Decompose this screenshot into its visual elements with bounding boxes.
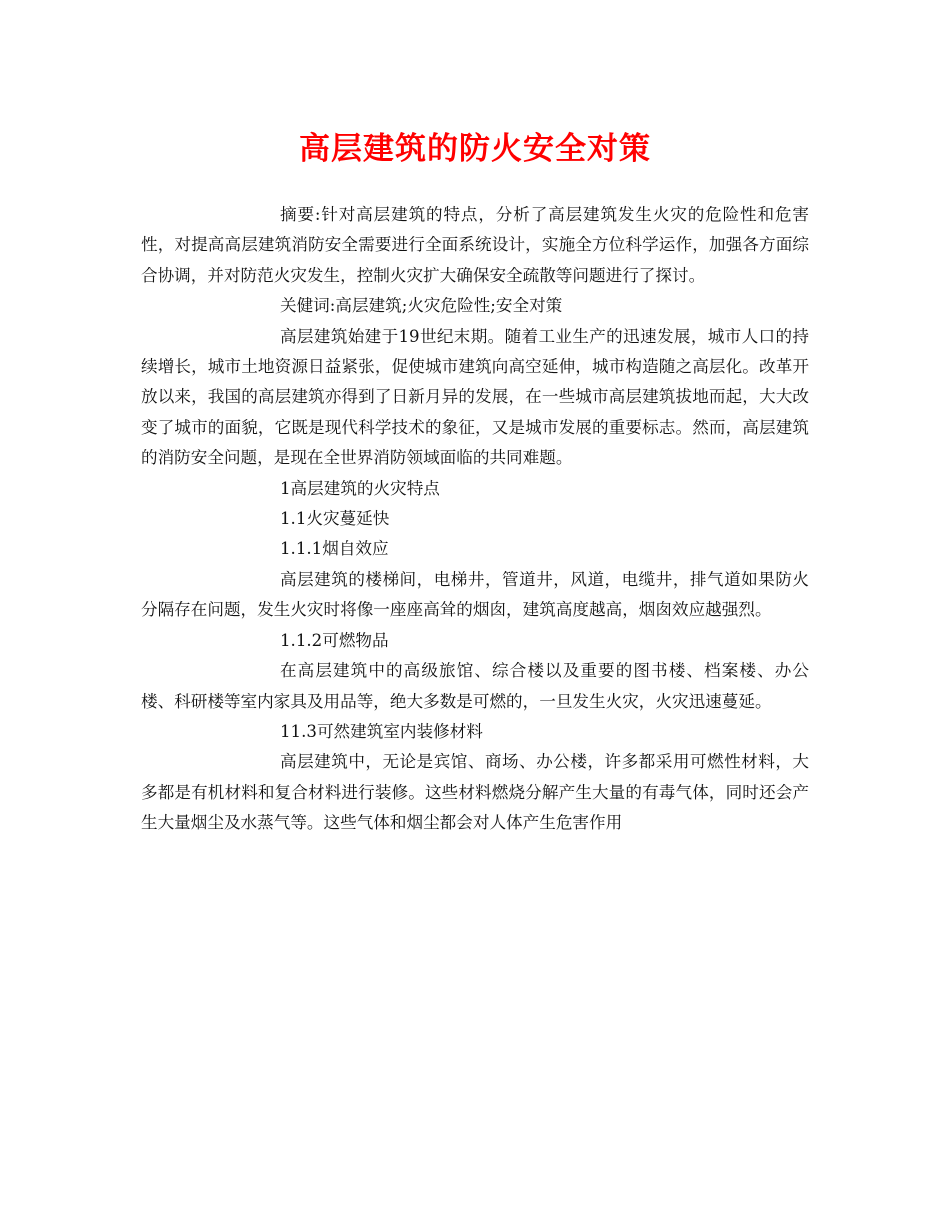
intro-paragraph: 高层建筑始建于19世纪末期。随着工业生产的迅速发展，城市人口的持续增长，城市土地资源日益紧张，促使城市建筑向高空延伸，城市构造随之高层化。改革开放以来，我国的高层建筑亦得到了日新月异的发展，在一些城市高层建筑拔地而起，大大改变了城市的面貌，它既是现代科学技术的象征，又是城市发展的重要标志。然而，高层建筑的消防安全问题，是现在全世界消防领域面临的共同难题。 bbox=[141, 326, 809, 468]
body-paragraph: 高层建筑的楼梯间，电梯井，管道井，风道，电缆井，排气道如果防火分隔存在问题，发生火灾时将像一座座高耸的烟囱，建筑高度越高，烟囱效应越强烈。 bbox=[141, 569, 809, 620]
section-heading-1-1-1: 1.1.1烟自效应 bbox=[280, 539, 389, 559]
document-title: 高层建筑的防火安全对策 bbox=[299, 131, 651, 167]
document-body bbox=[141, 200, 809, 839]
section-heading-1: 1高层建筑的火灾特点 bbox=[280, 478, 440, 498]
body-paragraph: 高层建筑中，无论是宾馆、商场、办公楼，许多都采用可燃性材料，大多都是有机材料和复合材料进行装修。这些材料燃烧分解产生大量的有毒气体，同时还会产生大量烟尘及水蒸气等。这些气体和烟尘都会对人体产生危害作用 bbox=[141, 752, 809, 833]
keywords-paragraph: 关健词:高层建筑;火灾危险性;安全对策 bbox=[280, 296, 563, 316]
abstract-paragraph: 摘要:针对高层建筑的特点，分析了高层建筑发生火灾的危险性和危害性，对提高高层建筑消防安全需要进行全面系统设计，实施全方位科学运作，加强各方面综合协调，并对防范火灾发生，控制火灾扩大确保安全疏散等问题进行了探讨。 bbox=[141, 205, 809, 285]
section-heading-1-1-2: 1.1.2可燃物品 bbox=[280, 630, 389, 650]
section-heading-1-1: 1.1火灾蔓延快 bbox=[280, 509, 390, 529]
body-paragraph: 在高层建筑中的高级旅馆、综合楼以及重要的图书楼、档案楼、办公楼、科研楼等室内家具及用品等，绝大多数是可燃的，一旦发生火灾，火灾迅速蔓延。 bbox=[141, 661, 809, 711]
section-heading-1-1-3: 11.3可然建筑室内装修材料 bbox=[280, 721, 483, 741]
